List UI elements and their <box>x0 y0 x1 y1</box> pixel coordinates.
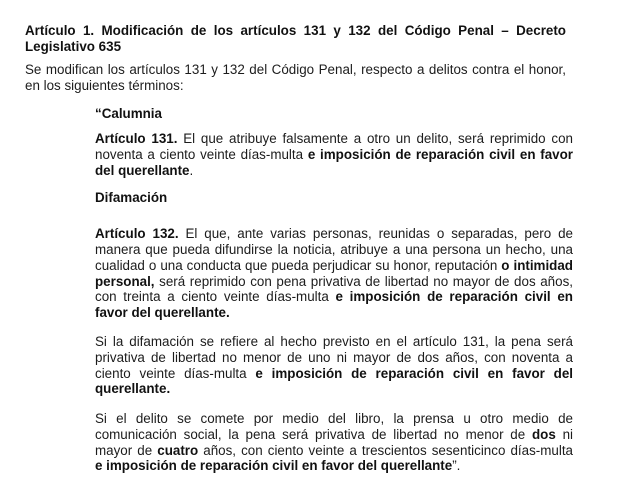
art131-line2 <box>95 147 573 163</box>
art132-line1 <box>95 226 573 242</box>
article-emphasis: del querellante <box>95 163 190 178</box>
para2-line3 <box>95 366 573 382</box>
article-label: Artículo 131. <box>95 131 178 146</box>
para3-line2 <box>95 427 573 443</box>
intro-line2 <box>25 78 566 94</box>
art131-line3 <box>95 163 573 179</box>
heading-text: Artículo 1. Modificación de los artículos 131 y 132 del Código Penal – Decreto <box>25 23 566 38</box>
art132-line2 <box>95 242 573 258</box>
article-emphasis: e imposición de reparación civil en favor del <box>255 366 573 381</box>
article-emphasis: cuatro <box>157 443 199 458</box>
article-emphasis: o intimidad <box>501 258 573 273</box>
section-title: “Calumnia <box>95 106 162 121</box>
intro-line1 <box>25 62 566 78</box>
section-title-calumnia <box>95 106 573 122</box>
intro-text: en los siguientes términos: <box>25 78 184 93</box>
article-label: Artículo 132. <box>95 226 179 241</box>
article-text: manera que pueda difundirse la noticia, atribuye a una persona un hecho, una <box>95 242 573 257</box>
para3-line1 <box>95 411 573 427</box>
article-emphasis: e imposición de reparación civil en favor del querellante <box>95 458 453 473</box>
para2-line1 <box>95 334 573 350</box>
article-text: ”. <box>452 458 461 473</box>
heading-text: Legislativo 635 <box>25 39 122 54</box>
para3-line3 <box>95 443 573 459</box>
article-text: . <box>189 163 194 178</box>
art132-line6 <box>95 305 573 321</box>
article-emphasis: dos <box>531 427 556 442</box>
art131-line1 <box>95 131 573 147</box>
article-heading-line1 <box>25 23 566 39</box>
article-heading-line2 <box>25 39 566 55</box>
para2-line2 <box>95 350 573 366</box>
article-text: El que, ante varias personas, reunidas o separadas, pero de <box>178 226 573 241</box>
article-text: mayor de <box>95 443 158 458</box>
article-text: Si el delito se comete por medio del libro, la prensa u otro medio de <box>95 411 573 426</box>
article-text: años, con ciento veinte a trescientos sesenticinco días-multa <box>198 443 573 458</box>
section-title-difamacion <box>95 190 573 206</box>
intro-text: Se modifican los artículos 131 y 132 del Código Penal, respecto a delitos contra el honor, <box>25 62 566 77</box>
article-text: privativa de libertad no menor de uno ni mayor de dos años, con noventa a <box>95 350 573 365</box>
article-text: ni <box>555 427 573 442</box>
article-text: El que atribuye falsamente a otro un delito, será reprimido con <box>177 131 573 146</box>
article-text: comunicación social, la pena será privativa de libertad no menor de <box>95 427 532 442</box>
para2-line4 <box>95 381 573 397</box>
article-text: con treinta a ciento veinte días-multa <box>95 289 336 304</box>
para3-line4 <box>95 458 573 474</box>
art132-line3 <box>95 258 573 274</box>
art132-line4 <box>95 274 573 290</box>
article-text: será reprimido con pena privativa de libertad no mayor de dos años, <box>154 274 573 289</box>
article-text: cualidad o una conducta que pueda perjudicar su honor, reputación <box>95 258 502 273</box>
art132-line5 <box>95 289 573 305</box>
article-emphasis: e imposición de reparación civil en <box>335 289 573 304</box>
article-emphasis: personal, <box>95 274 155 289</box>
article-emphasis: favor del querellante. <box>95 305 230 320</box>
article-text: Si la difamación se refiere al hecho previsto en el artículo 131, la pena será <box>95 334 573 349</box>
article-text: noventa a ciento veinte días-multa <box>95 147 308 162</box>
section-title: Difamación <box>95 190 168 205</box>
article-text: ciento veinte días-multa <box>95 366 256 381</box>
article-emphasis: querellante. <box>95 381 171 396</box>
article-emphasis: e imposición de reparación civil en favor <box>307 147 573 162</box>
